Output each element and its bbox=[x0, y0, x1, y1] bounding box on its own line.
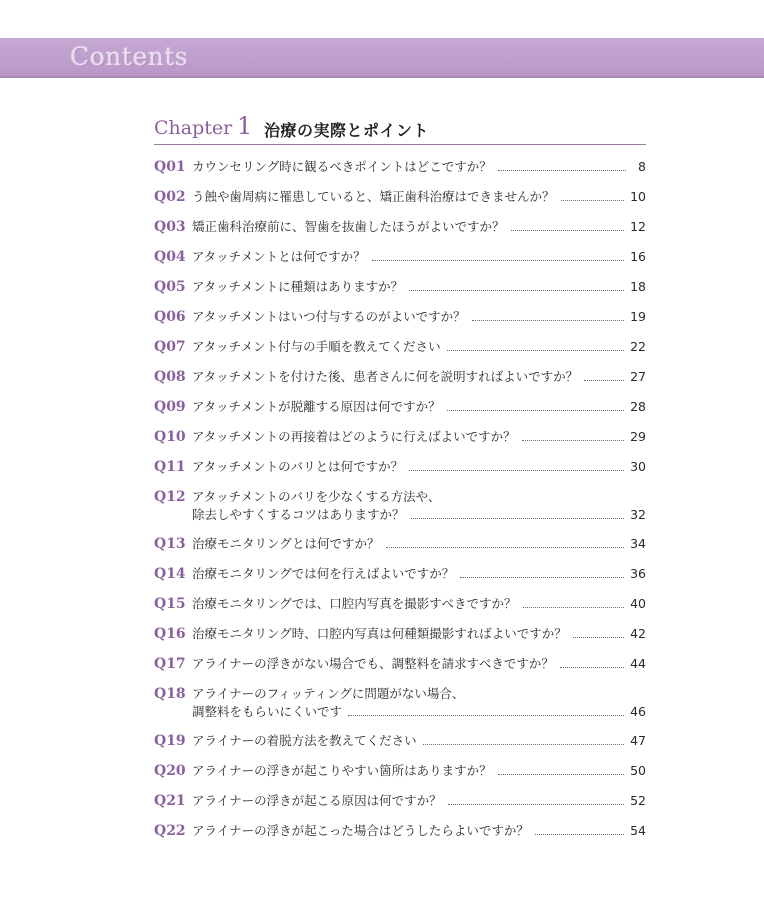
toc-entry-number: Q18 bbox=[154, 686, 186, 702]
toc-entry-line bbox=[192, 338, 646, 356]
toc-entry-number: Q02 bbox=[154, 189, 186, 205]
toc-entry-number: Q22 bbox=[154, 823, 186, 839]
toc-entry-text: アタッチメントのバリを少なくする方法や、 bbox=[192, 489, 441, 504]
toc-leader-dots bbox=[561, 199, 625, 201]
toc-entry-line bbox=[192, 158, 646, 176]
toc-entry-text: アライナーの浮きが起こった場合はどうしたらよいですか？ bbox=[192, 823, 529, 838]
toc-entry-body bbox=[192, 362, 646, 386]
toc-entry[interactable] bbox=[154, 242, 646, 272]
toc-entry-line bbox=[192, 278, 646, 296]
toc-entry-text: アタッチメントはいつ付与するのがよいですか？ bbox=[192, 309, 466, 324]
toc-entry-number: Q08 bbox=[154, 369, 186, 385]
toc-entry-text: アタッチメントが脱離する原因は何ですか？ bbox=[192, 399, 441, 414]
toc-entry-text: アタッチメントに種類はありますか？ bbox=[192, 279, 404, 294]
toc-entry-body bbox=[192, 559, 646, 583]
toc-entry-page: 12 bbox=[630, 219, 646, 234]
toc-entry-body bbox=[192, 482, 646, 524]
toc-leader-dots bbox=[584, 379, 624, 381]
toc-entry-body bbox=[192, 589, 646, 613]
toc-entry-page: 42 bbox=[630, 626, 646, 641]
toc-entry[interactable] bbox=[154, 726, 646, 756]
contents-title: Contents bbox=[70, 42, 189, 71]
toc-entry-body bbox=[192, 529, 646, 553]
toc-leader-dots bbox=[560, 666, 624, 668]
toc-entry-line bbox=[192, 625, 646, 643]
toc-entry-body bbox=[192, 392, 646, 416]
toc-entry-number: Q14 bbox=[154, 566, 186, 582]
toc-entry-body bbox=[192, 649, 646, 673]
toc-entry-page: 44 bbox=[630, 656, 646, 671]
toc-entry-number: Q10 bbox=[154, 429, 186, 445]
toc-leader-dots bbox=[460, 576, 624, 578]
toc-entry-line bbox=[192, 822, 646, 840]
toc-entry-number: Q20 bbox=[154, 763, 186, 779]
contents-banner bbox=[0, 38, 764, 78]
toc-entry-page: 50 bbox=[630, 763, 646, 778]
toc-entry[interactable] bbox=[154, 619, 646, 649]
toc-entry-line bbox=[192, 655, 646, 673]
toc-leader-dots bbox=[448, 803, 624, 805]
toc-entry[interactable] bbox=[154, 649, 646, 679]
toc-entry-text: 調整料をもらいにくいです bbox=[192, 704, 343, 719]
toc-entry-number: Q19 bbox=[154, 733, 186, 749]
toc-entry-page: 36 bbox=[630, 566, 646, 581]
toc-entry-page: 54 bbox=[630, 823, 646, 838]
toc-entry[interactable] bbox=[154, 212, 646, 242]
toc-entry-line bbox=[192, 595, 646, 613]
toc-entry-body bbox=[192, 302, 646, 326]
toc-entry[interactable] bbox=[154, 272, 646, 302]
toc-entry-text: アタッチメントを付けた後、患者さんに何を説明すればよいですか？ bbox=[192, 369, 579, 384]
toc-entry-text: アライナーのフィッティングに問題がない場合、 bbox=[192, 686, 465, 701]
toc-entry-body bbox=[192, 619, 646, 643]
toc-entry-body bbox=[192, 422, 646, 446]
toc-entry-text: アライナーの浮きが起こる原因は何ですか？ bbox=[192, 793, 442, 808]
toc-entry-page: 10 bbox=[630, 189, 646, 204]
toc-leader-dots bbox=[511, 229, 625, 231]
toc-entry-page: 28 bbox=[630, 399, 646, 414]
toc-entry-body bbox=[192, 212, 646, 236]
toc-entry-number: Q03 bbox=[154, 219, 186, 235]
toc-entry-line bbox=[192, 703, 646, 721]
toc-entry-text: アタッチメントとは何ですか？ bbox=[192, 249, 366, 264]
toc-entry[interactable] bbox=[154, 452, 646, 482]
toc-entry-page: 47 bbox=[630, 733, 646, 748]
toc-entry[interactable] bbox=[154, 559, 646, 589]
toc-leader-dots bbox=[523, 606, 625, 608]
toc-leader-dots bbox=[498, 773, 624, 775]
toc-entry-body bbox=[192, 152, 646, 176]
toc-leader-dots bbox=[447, 409, 624, 411]
toc-entry[interactable] bbox=[154, 332, 646, 362]
toc-entry-page: 46 bbox=[630, 704, 646, 719]
toc-leader-dots bbox=[573, 636, 624, 638]
toc-entry-number: Q04 bbox=[154, 249, 186, 265]
toc-entry-text: う蝕や歯周病に罹患していると、矯正歯科治療はできませんか？ bbox=[192, 189, 555, 204]
toc-entry-page: 19 bbox=[630, 309, 646, 324]
toc-entry-body bbox=[192, 182, 646, 206]
toc-entry-text: カウンセリング時に観るべきポイントはどこですか？ bbox=[192, 159, 492, 174]
toc-entry-page: 32 bbox=[630, 507, 646, 522]
toc-leader-dots bbox=[535, 833, 624, 835]
toc-entry-number: Q13 bbox=[154, 536, 186, 552]
toc-entry-number: Q12 bbox=[154, 489, 186, 505]
toc-entry-body bbox=[192, 332, 646, 356]
toc-entry-page: 40 bbox=[630, 596, 646, 611]
toc-entry-line bbox=[192, 762, 646, 780]
toc-entry-page: 16 bbox=[630, 249, 646, 264]
toc-entry[interactable] bbox=[154, 756, 646, 786]
toc-entry[interactable] bbox=[154, 392, 646, 422]
chapter-number: 1 bbox=[237, 112, 253, 140]
toc-entry-text: アタッチメントの再接着はどのように行えばよいですか？ bbox=[192, 429, 516, 444]
toc-entry-text: アタッチメント付与の手順を教えてください bbox=[192, 339, 441, 354]
toc-entry-number: Q09 bbox=[154, 399, 186, 415]
toc-entry-number: Q16 bbox=[154, 626, 186, 642]
toc-entry-line bbox=[192, 398, 646, 416]
toc-entry-text: 治療モニタリングでは何を行えばよいですか？ bbox=[192, 566, 455, 581]
toc-entry-line bbox=[192, 368, 646, 386]
chapter-label: Chapter bbox=[154, 117, 233, 139]
toc-entry-text: アライナーの着脱方法を教えてください bbox=[192, 733, 417, 748]
toc-entry-page: 22 bbox=[630, 339, 646, 354]
toc-entry-number: Q17 bbox=[154, 656, 186, 672]
toc-entry[interactable] bbox=[154, 679, 646, 726]
toc-entry-body bbox=[192, 242, 646, 266]
toc-entry[interactable] bbox=[154, 482, 646, 529]
toc-entry-line bbox=[192, 308, 646, 326]
toc-entry-page: 34 bbox=[630, 536, 646, 551]
toc-leader-dots bbox=[498, 169, 626, 171]
toc-entry-text: 治療モニタリング時、口腔内写真は何種類撮影すればよいですか？ bbox=[192, 626, 567, 641]
toc-entry-number: Q07 bbox=[154, 339, 186, 355]
toc-entry-text: 治療モニタリングとは何ですか？ bbox=[192, 536, 380, 551]
toc-entry[interactable] bbox=[154, 362, 646, 392]
toc-leader-dots bbox=[472, 319, 624, 321]
toc-leader-dots bbox=[409, 469, 624, 471]
toc-leader-dots bbox=[372, 259, 624, 261]
toc-entry-line bbox=[192, 458, 646, 476]
toc-list bbox=[154, 152, 646, 846]
toc-entry-text: アタッチメントのバリとは何ですか？ bbox=[192, 459, 404, 474]
toc-entry-line bbox=[192, 248, 646, 266]
toc-entry-text: アライナーの浮きが起こりやすい箇所はありますか？ bbox=[192, 763, 492, 778]
toc-entry-body bbox=[192, 272, 646, 296]
toc-leader-dots bbox=[409, 289, 624, 291]
toc-entry-page: 18 bbox=[630, 279, 646, 294]
toc-entry-body bbox=[192, 726, 646, 750]
toc-entry[interactable] bbox=[154, 152, 646, 182]
toc-leader-dots bbox=[522, 439, 624, 441]
toc-entry-page: 29 bbox=[630, 429, 646, 444]
toc-entry[interactable] bbox=[154, 182, 646, 212]
toc-leader-dots bbox=[386, 546, 625, 548]
toc-entry-line bbox=[192, 732, 646, 750]
toc-entry-number: Q06 bbox=[154, 309, 186, 325]
toc-entry-line bbox=[192, 506, 646, 524]
toc-entry-page: 8 bbox=[638, 159, 646, 174]
toc-entry-text: 治療モニタリングでは、口腔内写真を撮影すべきですか？ bbox=[192, 596, 517, 611]
toc-entry-number: Q15 bbox=[154, 596, 186, 612]
toc-entry[interactable] bbox=[154, 816, 646, 846]
toc-entry-line bbox=[192, 188, 646, 206]
toc-entry-body bbox=[192, 786, 646, 810]
toc-entry-text: 矯正歯科治療前に、智歯を抜歯したほうがよいですか？ bbox=[192, 219, 505, 234]
toc-entry-body bbox=[192, 452, 646, 476]
toc-entry-page: 30 bbox=[630, 459, 646, 474]
toc-entry-line bbox=[192, 565, 646, 583]
toc-entry-body bbox=[192, 756, 646, 780]
toc-entry-line bbox=[192, 535, 646, 553]
toc-entry-number: Q21 bbox=[154, 793, 186, 809]
chapter-heading bbox=[154, 113, 646, 145]
toc-entry-line bbox=[192, 218, 646, 236]
toc-entry[interactable] bbox=[154, 529, 646, 559]
toc-entry-line bbox=[192, 792, 646, 810]
toc-entry[interactable] bbox=[154, 302, 646, 332]
toc-entry[interactable] bbox=[154, 589, 646, 619]
toc-entry[interactable] bbox=[154, 422, 646, 452]
toc-entry-page: 52 bbox=[630, 793, 646, 808]
toc-entry-body bbox=[192, 816, 646, 840]
toc-entry-line bbox=[192, 428, 646, 446]
toc-entry-number: Q01 bbox=[154, 159, 186, 175]
toc-entry-text: アライナーの浮きがない場合でも、調整料を請求すべきですか？ bbox=[192, 656, 554, 671]
chapter-title: 治療の実際とポイント bbox=[264, 121, 430, 140]
toc-leader-dots bbox=[447, 349, 624, 351]
toc-entry-number: Q05 bbox=[154, 279, 186, 295]
toc-leader-dots bbox=[411, 517, 625, 519]
toc-entry-body bbox=[192, 679, 646, 721]
toc-leader-dots bbox=[423, 743, 624, 745]
toc-entry-page: 27 bbox=[630, 369, 646, 384]
toc-entry[interactable] bbox=[154, 786, 646, 816]
toc-entry-text: 除去しやすくするコツはありますか？ bbox=[192, 507, 405, 522]
toc-leader-dots bbox=[348, 714, 624, 716]
toc-entry-number: Q11 bbox=[154, 459, 186, 475]
